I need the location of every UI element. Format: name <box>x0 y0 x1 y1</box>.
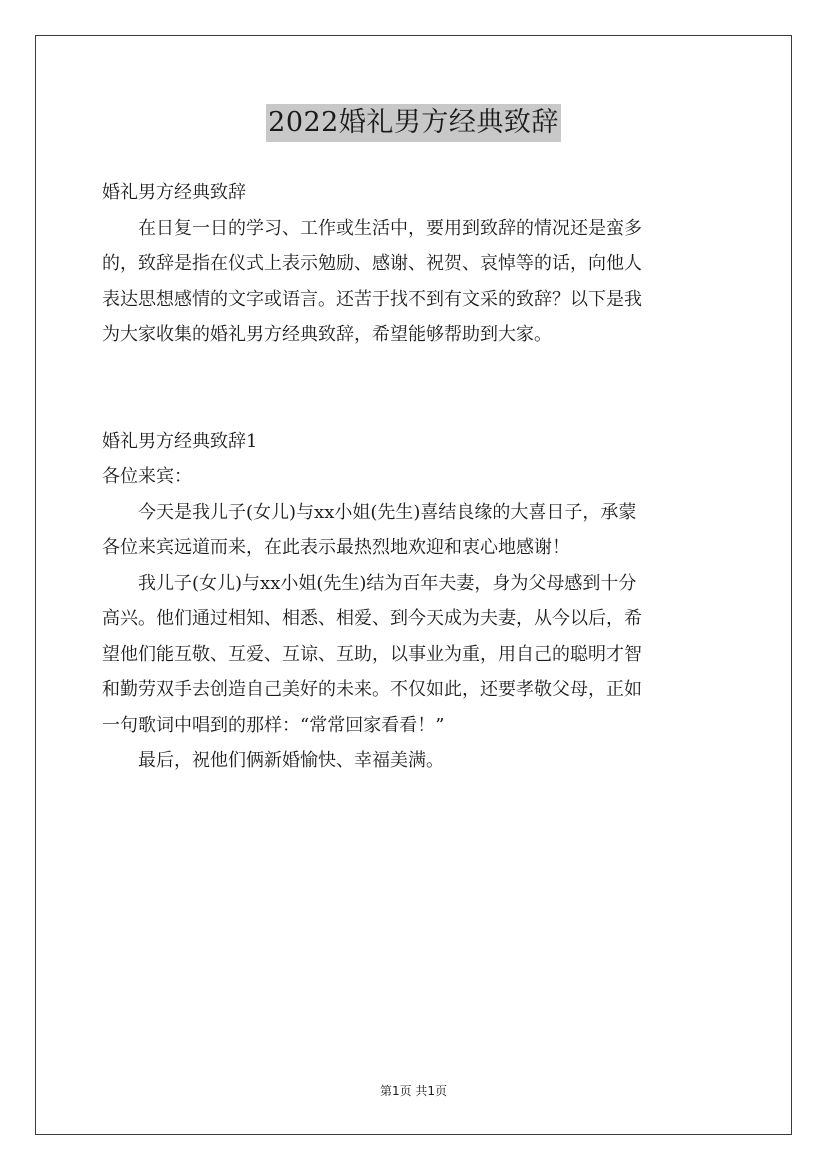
document-title: 2022婚礼男方经典致辞 <box>266 104 561 142</box>
subtitle: 婚礼男方经典致辞 <box>102 182 246 203</box>
title-container <box>0 104 827 142</box>
spacer <box>102 388 727 424</box>
para3: 最后，祝他们俩新婚愉快、幸福美满。 <box>138 750 444 771</box>
page-footer: 第1页 共1页 <box>379 1084 448 1098</box>
para2-line-1: 我儿子(女儿)与xx小姐(先生)结为百年夫妻，身为父母感到十分 <box>138 572 637 594</box>
para2-line-4: 和勤劳双手去创造自己美好的未来。不仅如此，还要孝敬父母，正如 <box>102 679 642 700</box>
para2-line-3: 望他们能互敬、互爱、互谅、互助，以事业为重，用自己的聪明才智 <box>102 643 642 665</box>
spacer <box>102 353 727 389</box>
para1-line-1: 今天是我儿子(女儿)与xx小姐(先生)喜结良缘的大喜日子，承蒙 <box>138 501 637 523</box>
document-body <box>102 175 727 779</box>
intro-line-3: 表达思想感情的文字或语言。还苦于找不到有文采的致辞？以下是我 <box>102 288 642 310</box>
intro-line-1: 在日复一日的学习、工作或生活中，要用到致辞的情况还是蛮多 <box>138 217 642 239</box>
section-heading: 婚礼男方经典致辞1 <box>102 430 258 452</box>
intro-line-4: 为大家收集的婚礼男方经典致辞，希望能够帮助到大家。 <box>102 324 552 345</box>
para2-line-2: 高兴。他们通过相知、相悉、相爱、到今天成为夫妻，从今以后，希 <box>102 608 642 629</box>
salutation: 各位来宾： <box>102 466 192 487</box>
para2-line-5: 一句歌词中唱到的那样：“常常回家看看！” <box>102 714 445 736</box>
intro-line-2: 的，致辞是指在仪式上表示勉励、感谢、祝贺、哀悼等的话，向他人 <box>102 253 642 274</box>
para1-line-2: 各位来宾远道而来，在此表示最热烈地欢迎和衷心地感谢！ <box>102 537 570 558</box>
